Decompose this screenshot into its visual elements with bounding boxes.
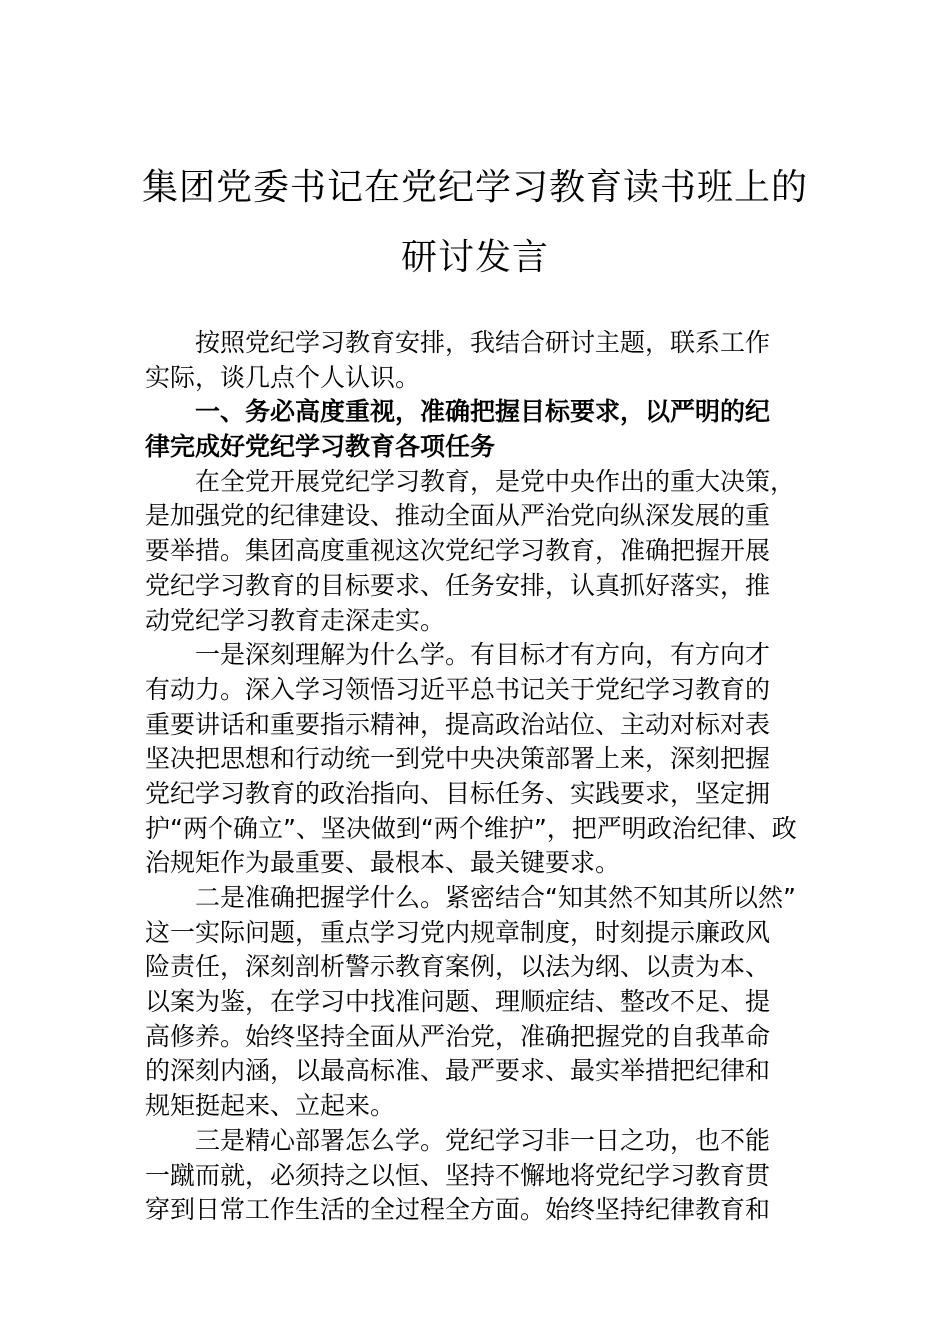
section-heading-line: 一、务必高度重视，准确把握目标要求，以严明的纪 bbox=[195, 397, 771, 427]
section-heading-line: 律完成好党纪学习教育各项任务 bbox=[145, 432, 496, 462]
paragraph-line: 动党纪学习教育走深走实。 bbox=[145, 605, 446, 635]
paragraph-line: 治规矩作为最重要、最根本、最关键要求。 bbox=[145, 848, 621, 878]
paragraph-line: 以案为鉴，在学习中找准问题、理顺症结、整改不足、提 bbox=[145, 987, 771, 1017]
paragraph-line: 在全党开展党纪学习教育，是党中央作出的重大决策， bbox=[195, 466, 796, 496]
paragraph-line: 实际，谈几点个人认识。 bbox=[145, 362, 421, 392]
document-title-line-2: 研讨发言 bbox=[400, 237, 549, 278]
paragraph-line: 这一实际问题，重点学习党内规章制度，时刻提示廉政风 bbox=[145, 917, 771, 947]
document-title-line-1: 集团党委书记在党纪学习教育读书班上的 bbox=[141, 167, 808, 208]
paragraph-line: 坚决把思想和行动统一到党中央决策部署上来，深刻把握 bbox=[145, 744, 771, 774]
paragraph-line: 一蹴而就，必须持之以恒、坚持不懈地将党纪学习教育贯 bbox=[145, 1160, 771, 1190]
paragraph-line: 重要讲话和重要指示精神，提高政治站位、主动对标对表 bbox=[145, 709, 771, 739]
paragraph-line: 有动力。深入学习领悟习近平总书记关于党纪学习教育的 bbox=[145, 674, 771, 704]
paragraph-line: 党纪学习教育的目标要求、任务安排，认真抓好落实，推 bbox=[145, 570, 771, 600]
paragraph-line: 高修养。始终坚持全面从严治党，准确把握党的自我革命 bbox=[145, 1021, 771, 1051]
paragraph-line: 规矩挺起来、立起来。 bbox=[145, 1091, 396, 1121]
paragraph-line: 党纪学习教育的政治指向、目标任务、实践要求，坚定拥 bbox=[145, 778, 771, 808]
paragraph-line: 险责任，深刻剖析警示教育案例，以法为纲、以责为本、 bbox=[145, 952, 771, 982]
paragraph-line: 要举措。集团高度重视这次党纪学习教育，准确把握开展 bbox=[145, 536, 771, 566]
paragraph-line: 按照党纪学习教育安排，我结合研讨主题，联系工作 bbox=[195, 328, 771, 357]
paragraph-line: 护“两个确立”、坚决做到“两个维护”，把严明政治纪律、政 bbox=[145, 813, 797, 843]
paragraph-line: 二是准确把握学什么。紧密结合“知其然不知其所以然” bbox=[195, 883, 796, 912]
paragraph-line: 一是深刻理解为什么学。有目标才有方向，有方向才 bbox=[195, 640, 771, 670]
paragraph-line: 穿到日常工作生活的全过程全方面。始终坚持纪律教育和 bbox=[145, 1195, 771, 1225]
document-body bbox=[145, 326, 817, 1228]
paragraph-line: 三是精心部署怎么学。党纪学习非一日之功，也不能 bbox=[195, 1125, 771, 1155]
paragraph-line: 是加强党的纪律建设、推动全面从严治党向纵深发展的重 bbox=[145, 501, 771, 531]
paragraph-line: 的深刻内涵，以最高标准、最严要求、最实举措把纪律和 bbox=[145, 1056, 771, 1086]
